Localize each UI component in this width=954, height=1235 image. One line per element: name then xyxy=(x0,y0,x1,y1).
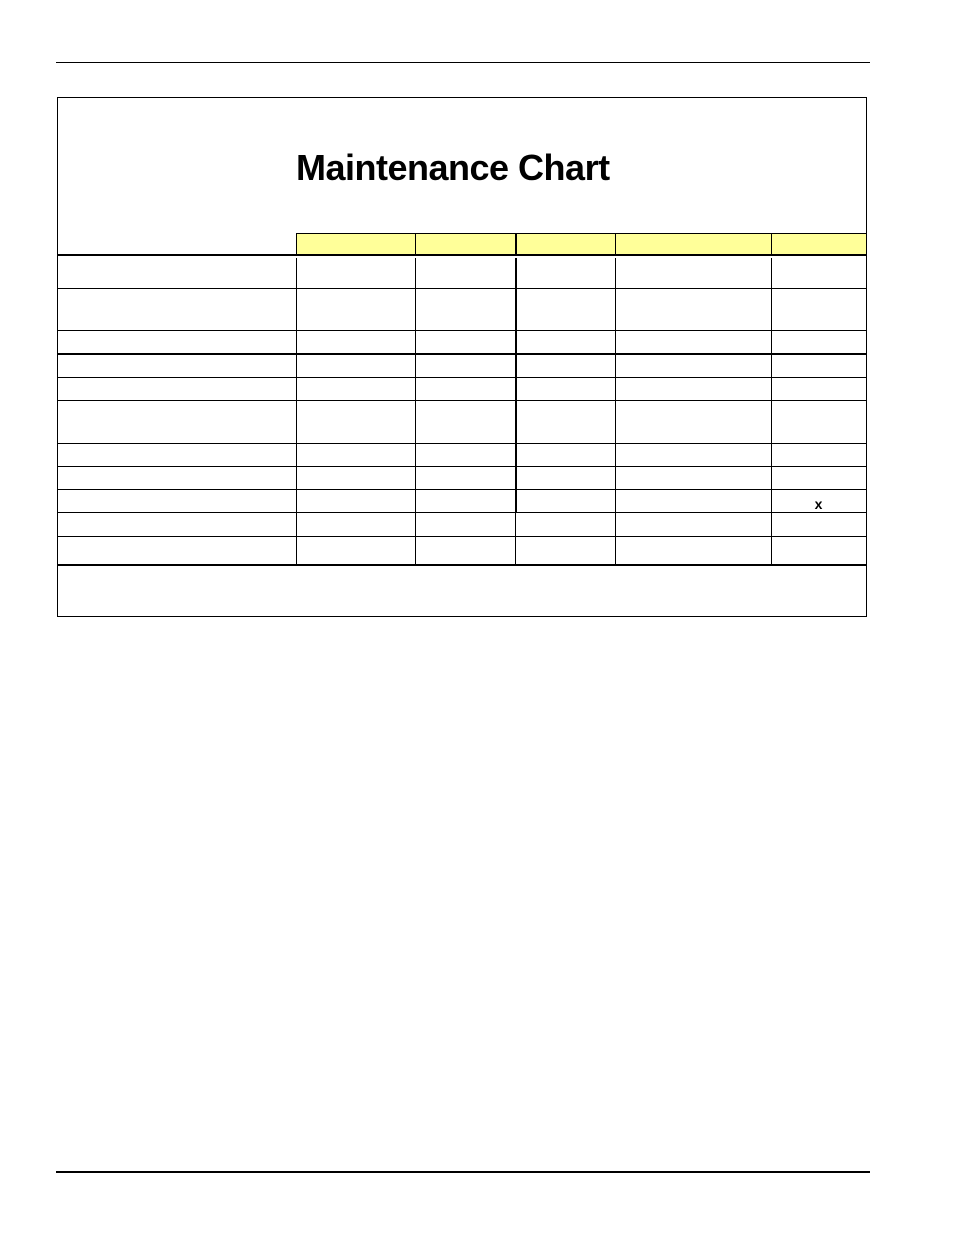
column-divider xyxy=(296,258,297,564)
column-divider xyxy=(515,258,517,512)
row-divider xyxy=(58,353,866,355)
page-footer-rule xyxy=(56,1171,870,1173)
row-divider xyxy=(58,466,866,467)
chart-title: Maintenance Chart xyxy=(296,147,610,188)
row-divider xyxy=(58,377,866,378)
header-cell-2 xyxy=(415,233,515,254)
row-divider xyxy=(58,489,866,490)
table-cell-mark: x xyxy=(814,496,823,512)
row-divider xyxy=(58,443,866,444)
maintenance-chart xyxy=(57,97,867,617)
row-divider xyxy=(58,512,866,513)
column-divider xyxy=(415,258,416,564)
row-divider xyxy=(58,400,866,401)
column-divider xyxy=(615,258,616,564)
header-cell-1 xyxy=(296,233,415,254)
column-divider xyxy=(515,512,516,564)
header-cell-5 xyxy=(771,233,866,254)
header-cell-4 xyxy=(615,233,771,254)
row-divider xyxy=(58,536,866,537)
row-divider xyxy=(58,564,866,566)
header-underline xyxy=(58,254,866,256)
row-divider xyxy=(58,288,866,289)
page-header-rule xyxy=(56,62,870,63)
header-cell-3 xyxy=(515,233,615,254)
column-divider xyxy=(771,258,772,564)
row-divider xyxy=(58,330,866,331)
